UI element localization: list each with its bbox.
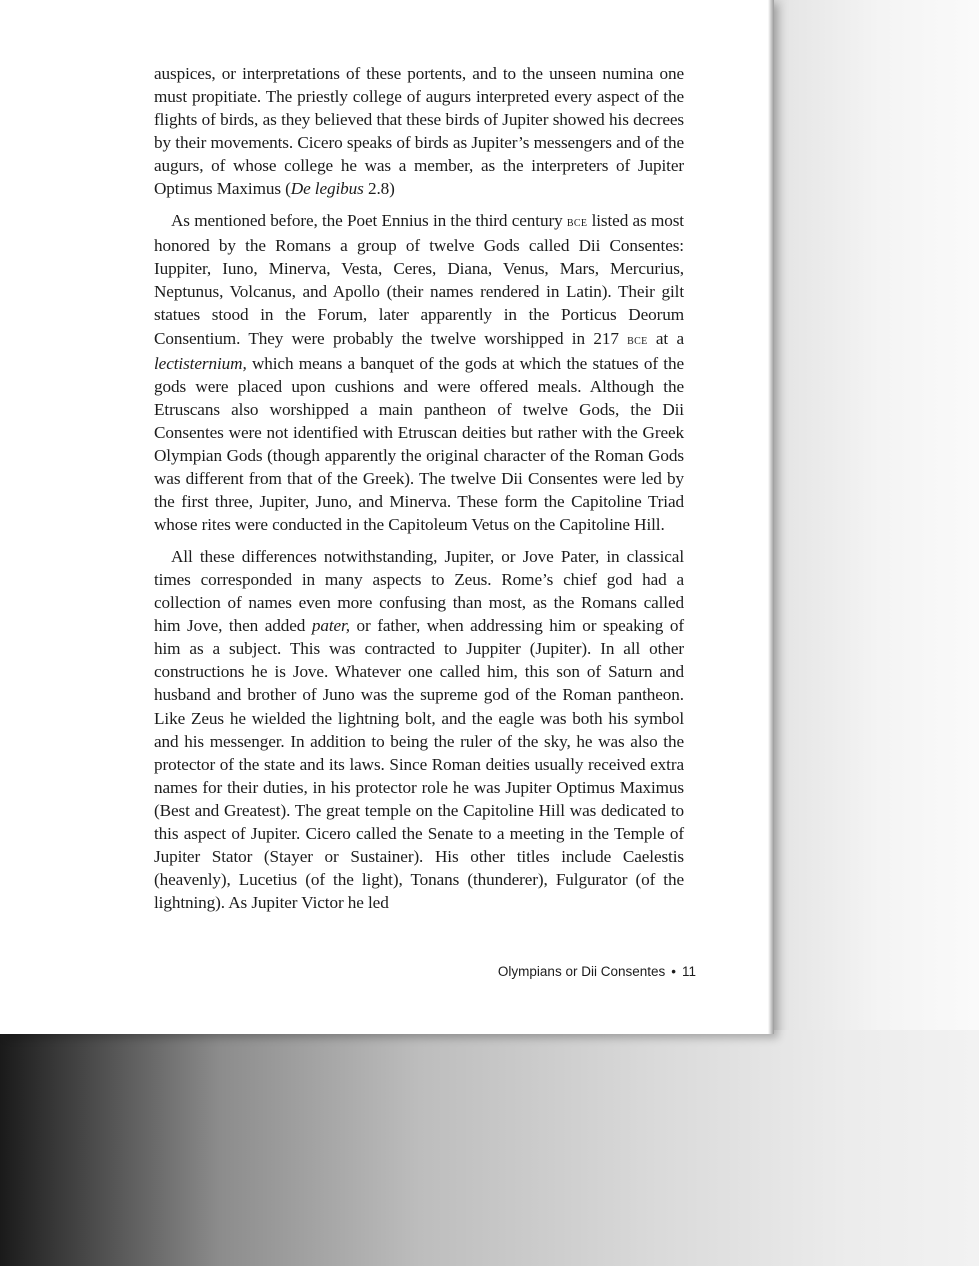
paragraph-jupiter: [154, 545, 684, 915]
body-text: [154, 62, 684, 923]
running-title: Olympians or Dii Consentes: [497, 964, 666, 979]
era-abbreviation: bce: [627, 331, 648, 348]
text-segment: which means a banquet of the gods at which the statues of the gods were placed upon cushions and were offered meals. Although the Etruscans also worshipped a main pantheon of twelve Gods, the Dii Consentes were not identified with Etruscan deities but rather with the Greek Olympian Gods (though apparently the original character of the Roman Gods was different from that of the Greek). The twelve Dii Consentes were led by the first three, Jupiter, Juno, and Minerva. These form the Capitoline Triad whose rites were conducted in the Capitoleum Vetus on the Capitoline Hill.: [154, 353, 684, 535]
text-segment: As mentioned before, the Poet Ennius in the third century: [171, 211, 567, 231]
paragraph-auspices: [154, 62, 684, 201]
text-segment: auspices, or interpretations of these portents, and to the unseen numina one must propitiate. The priestly college of augurs interpreted every aspect of the flights of birds, as they believed that these birds of Jupiter showed his decrees by their movements. Cicero speaks of birds as Jupiter’s messengers and of the augurs, of whose college he was a member, as the interpreters of Jupiter Optimus Maximus (: [154, 64, 684, 199]
footer-bullet: •: [671, 964, 676, 979]
italic-title-de-legibus: De legibus: [290, 179, 364, 199]
scanner-background-bottom: [0, 1030, 979, 1266]
page-number: 11: [681, 964, 696, 979]
page-footer: [400, 964, 696, 979]
text-segment: 2.8): [363, 179, 395, 199]
paragraph-dii-consentes: [154, 209, 684, 536]
page-edge-shadow: [768, 0, 774, 1034]
text-segment: listed as most honored by the Romans a group of twelve Gods called Dii Consentes: Iuppiter, Iuno, Minerva, Vesta, Ceres, Diana, Venus, Mars, Mercurius, Neptunus, Volcanus, and Apollo (their names rendered in Latin). Their gilt statues stood in the Forum, later apparently in the Porticus Deorum Consentium. They were probably the twelve worshipped in 217: [154, 211, 684, 348]
italic-term-lectisternium: lectisternium,: [154, 353, 247, 373]
text-segment: at a: [647, 328, 684, 348]
era-abbreviation: bce: [566, 214, 588, 231]
text-segment: or father, when addressing him or speaking of him as a subject. This was contracted to Juppiter (Jupiter). In all other constructions he is Jove. Whatever one called him, this son of Saturn and husband and brother of Juno was the supreme god of the Roman pantheon. Like Zeus he wielded the lightning bolt, and the eagle was both his symbol and his messenger. In addition to being the ruler of the sky, he was also the protector of the state and its laws. Since Roman deities usually received extra names for their duties, in his protector role he was Jupiter Optimus Maximus (Best and Greatest). The great temple on the Capitoline Hill was dedicated to this aspect of Jupiter. Cicero called the Senate to a meeting in the Temple of Jupiter Stator (Stayer or Sustainer). His other titles include Caelestis (heavenly), Lucetius (of the light), Tonans (thunderer), Fulgurator (of the lightning). As Jupiter Victor he led: [154, 616, 685, 913]
text-segment: All these differences notwithstanding, Jupiter, or Jove Pater, in classical times corresponded in many aspects to Zeus. Rome’s chief god had a collection of names even more confusing than most, as the Romans called him Jove, then added: [154, 546, 684, 636]
italic-term-pater: pater,: [311, 616, 350, 636]
